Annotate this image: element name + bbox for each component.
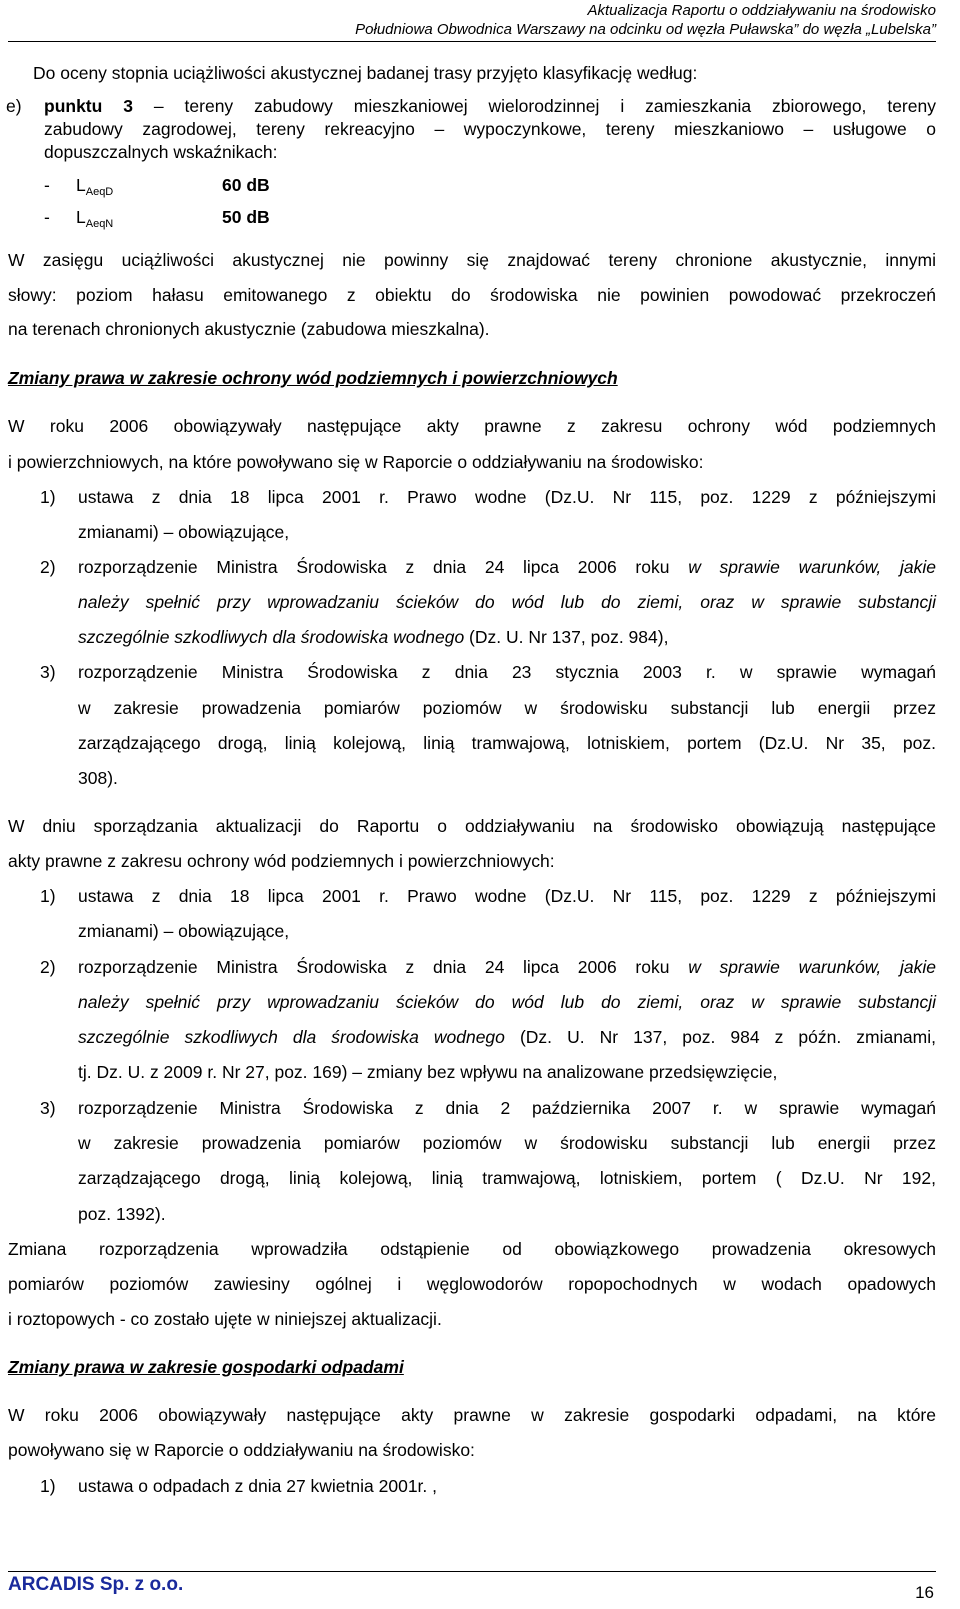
limit-dash: - xyxy=(44,175,50,195)
paragraph-line: W roku 2006 obowiązywały następujące akty prawne w zakresie gospodarki odpadami, na które xyxy=(8,1405,936,1425)
list-item-line: w zakresie prowadzenia pomiarów poziomów w środowisku substancji lub energii przez xyxy=(78,698,936,718)
limit-symbol: $L_{AeqN}$ xyxy=(76,207,114,230)
paragraph-line: Zmiana rozporządzenia wprowadziła odstąpienie od obowiązkowego prowadzenia okresowych xyxy=(8,1239,936,1259)
paragraph-line: na terenach chronionych akustycznie (zabudowa mieszkalna). xyxy=(8,319,490,339)
list-item-line: ustawa z dnia 18 lipca 2001 r. Prawo wodne (Dz.U. Nr 115, poz. 1229 z późniejszymi xyxy=(78,886,936,906)
intro-item-bold: punktu 3 xyxy=(44,96,133,116)
page-number: 16 xyxy=(915,1583,934,1602)
list-item-line: zarządzającego drogą, linią kolejową, linią tramwajową, lotniskiem, portem (Dz.U. Nr 35, poz. xyxy=(78,733,936,753)
paragraph-line: słowy: poziom hałasu emitowanego z obiektu do środowiska nie powinien powodować przekroczeń xyxy=(8,285,936,305)
paragraph-line: W roku 2006 obowiązywały następujące akty prawne z zakresu ochrony wód podziemnych xyxy=(8,416,936,436)
list-number: 1) xyxy=(40,886,56,906)
list-item-line: zarządzającego drogą, linią kolejową, linią tramwajową, lotniskiem, portem ( Dz.U. Nr 192, xyxy=(78,1168,936,1188)
paragraph-line: W zasięgu uciążliwości akustycznej nie powinny się znajdować tereny chronione akustycznie, innymi xyxy=(8,250,936,270)
list-item-line: rozporządzenie Ministra Środowiska z dnia 24 lipca 2006 roku w sprawie warunków, jakie xyxy=(78,557,936,577)
list-item-line: tj. Dz. U. z 2009 r. Nr 27, poz. 169) – zmiany bez wpływu na analizowane przedsięwzięcie, xyxy=(78,1062,778,1082)
list-item-line: poz. 1392). xyxy=(78,1204,166,1224)
footer-company: ARCADIS Sp. z o.o. xyxy=(8,1574,184,1595)
list-item-line: 308). xyxy=(78,768,118,788)
list-item-line: w zakresie prowadzenia pomiarów poziomów w środowisku substancji lub energii przez xyxy=(78,1133,936,1153)
paragraph-line: W dniu sporządzania aktualizacji do Raportu o oddziaływaniu na środowisko obowiązują następujące xyxy=(8,816,936,836)
paragraph-line: pomiarów poziomów zawiesiny ogólnej i węglowodorów ropopochodnych w wodach opadowych xyxy=(8,1274,936,1294)
list-number: 1) xyxy=(40,487,56,507)
paragraph-line: powoływano się w Raporcie o oddziaływaniu na środowisko: xyxy=(8,1440,475,1460)
limit-symbol: $L_{AeqD}$ xyxy=(76,175,114,198)
section-heading: Zmiany prawa w zakresie ochrony wód podziemnych i powierzchniowych xyxy=(8,368,618,388)
list-number: 3) xyxy=(40,662,56,682)
list-number: 2) xyxy=(40,957,56,977)
list-number: 2) xyxy=(40,557,56,577)
intro-item-line xyxy=(44,95,936,117)
intro-item-text: – tereny zabudowy mieszkaniowej wielorodzinnej i zamieszkania zbiorowego, tereny xyxy=(153,96,936,116)
list-item-line: należy spełnić przy wprowadzaniu ścieków do wód lub do ziemi, oraz w sprawie substancji xyxy=(78,592,936,612)
list-number: 3) xyxy=(40,1098,56,1118)
running-header xyxy=(355,1,936,39)
list-item-line: rozporządzenie Ministra Środowiska z dnia 24 lipca 2006 roku w sprawie warunków, jakie xyxy=(78,957,936,977)
list-item-line: zmianami) – obowiązujące, xyxy=(78,921,290,941)
list-item-line: rozporządzenie Ministra Środowiska z dnia 23 stycznia 2003 r. w sprawie wymagań xyxy=(78,662,936,682)
header-subtitle: Południowa Obwodnica Warszawy na odcinku od węzła Puławska” do węzła „Lubelska” xyxy=(355,21,936,38)
list-item-line: ustawa o odpadach z dnia 27 kwietnia 2001r. , xyxy=(78,1476,437,1496)
limit-subscript: AeqD xyxy=(85,186,114,198)
section-heading: Zmiany prawa w zakresie gospodarki odpadami xyxy=(8,1357,404,1377)
footer-rule xyxy=(8,1571,936,1572)
list-item-line: szczególnie szkodliwych dla środowiska wodnego (Dz. U. Nr 137, poz. 984), xyxy=(78,627,669,647)
list-item-line: ustawa z dnia 18 lipca 2001 r. Prawo wodne (Dz.U. Nr 115, poz. 1229 z późniejszymi xyxy=(78,487,936,507)
limit-value: 50 dB xyxy=(222,207,270,227)
list-number: 1) xyxy=(40,1476,56,1496)
list-item-line: należy spełnić przy wprowadzaniu ścieków do wód lub do ziemi, oraz w sprawie substancji xyxy=(78,992,936,1012)
paragraph-line: i powierzchniowych, na które powoływano się w Raporcie o oddziaływaniu na środowisko: xyxy=(8,452,704,472)
list-item-line: szczególnie szkodliwych dla środowiska wodnego (Dz. U. Nr 137, poz. 984 z późn. zmianami, xyxy=(78,1027,936,1047)
paragraph-line: akty prawne z zakresu ochrony wód podziemnych i powierzchniowych: xyxy=(8,851,555,871)
intro-text: Do oceny stopnia uciążliwości akustycznej badanej trasy przyjęto klasyfikację według: xyxy=(33,63,698,83)
limit-dash: - xyxy=(44,207,50,227)
intro-item-line: zabudowy zagrodowej, tereny rekreacyjno – wypoczynkowe, tereny mieszkaniowo – usługowe o xyxy=(44,119,936,139)
list-item-line: zmianami) – obowiązujące, xyxy=(78,522,290,542)
list-marker: e) xyxy=(6,96,22,116)
header-title: Aktualizacja Raportu o oddziaływaniu na środowisko xyxy=(587,2,936,19)
limit-value: 60 dB xyxy=(222,175,270,195)
intro-item-line: dopuszczalnych wskaźnikach: xyxy=(44,142,278,162)
header-rule xyxy=(8,41,936,42)
limit-subscript: AeqN xyxy=(85,218,114,230)
paragraph-line: i roztopowych - co zostało ujęte w niniejszej aktualizacji. xyxy=(8,1309,442,1329)
list-item-line: rozporządzenie Ministra Środowiska z dnia 2 października 2007 r. w sprawie wymagań xyxy=(78,1098,936,1118)
